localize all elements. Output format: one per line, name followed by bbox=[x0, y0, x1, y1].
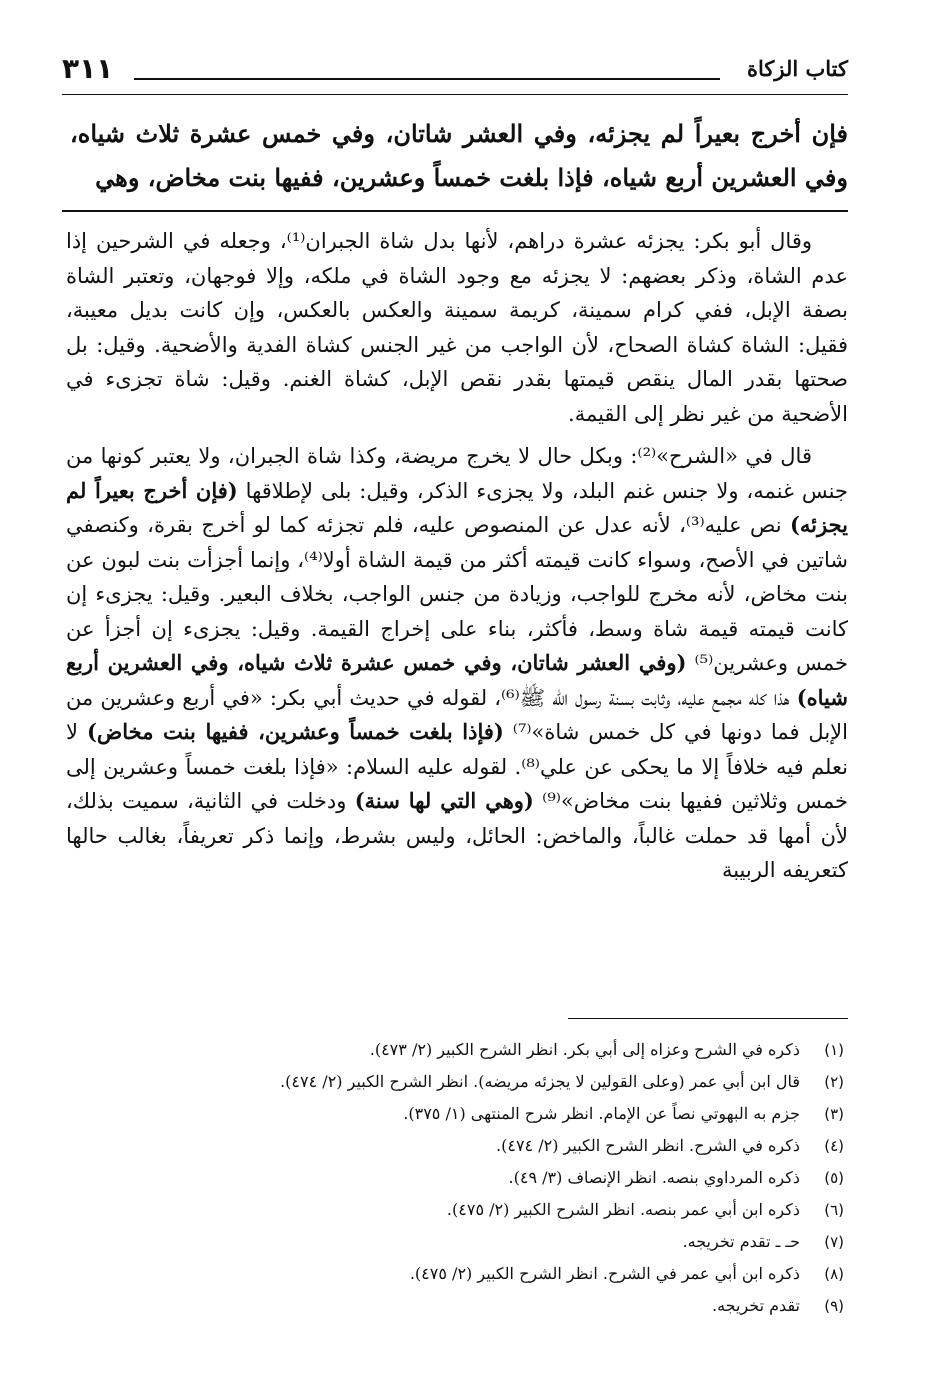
footnote-text: قال ابن أبي عمر (وعلى القولين لا يجزئه مريضه). انظر الشرح الكبير (٢/ ٤٧٤). bbox=[280, 1072, 800, 1091]
footnote-item bbox=[66, 1258, 844, 1290]
matn-quote: (فإذا بلغت خمساً وعشرين، ففيها بنت مخاض) bbox=[86, 719, 504, 744]
footnote-text: ذكره ابن أبي عمر بنصه. انظر الشرح الكبير (٢/ ٤٧٥). bbox=[446, 1200, 800, 1219]
header-rule bbox=[134, 78, 720, 80]
footnote-item bbox=[66, 1194, 844, 1226]
footnote-text: ذكره المرداوي بنصه. انظر الإنصاف (٣/ ٤٩). bbox=[508, 1168, 800, 1187]
matn-quote: (وفي العشر شاتان، وفي خمس عشرة ثلاث شياه، وفي العشرين أربع شياه) bbox=[66, 650, 848, 710]
sharh-text: نص عليه⁽³⁾، لأنه عدل عن المنصوص عليه، فلم تجزئه كما لو أخرج بقرة، وكنصفي شاتين في الأصح، وسواء كانت قيمته أكثر من قيمة الشاة أولا⁽⁴⁾، وإنما أجزأت بنت لبون عن بنت مخاض، لأنه مخرج للواجب، وزيادة من جنس الواجب، بخلاف البعير. وقيل: يجزىء إن كانت قيمته قيمة شاة وسط، فأكثر، بناء على إخراج القيمة. وقيل: يجزىء إن أجزأ عن خمس وعشرين⁽⁵⁾ bbox=[66, 513, 848, 675]
footnote-number: (٤) bbox=[824, 1137, 844, 1155]
sharh-text: قال في «الشرح»⁽²⁾: وبكل حال لا يخرج مريضة، وكذا شاة الجبران، ولا يعتبر كونها من جنس غنمه، ولا جنس غنم البلد، ولا يجزىء الذكر، وقيل: بلى لإطلاقها bbox=[66, 444, 849, 503]
sharh-text: لا نعلم فيه خلافاً إلا ما يحكى عن علي⁽⁸⁾. لقوله عليه السلام: «فإذا بلغت خمساً وعشرين إلى خمس وثلاثين ففيها بنت مخاض»⁽⁹⁾ bbox=[66, 720, 849, 813]
footnote-number: (٥) bbox=[824, 1169, 844, 1187]
footnote-item bbox=[66, 1162, 844, 1194]
footnote-text: جزم به البهوتي نصاً عن الإمام. انظر شرح المنتهى (١/ ٣٧٥). bbox=[403, 1104, 800, 1123]
page-number: ٣١١ bbox=[62, 52, 114, 85]
footnote-text: ذكره ابن أبي عمر في الشرح. انظر الشرح الكبير (٢/ ٤٧٥). bbox=[409, 1264, 800, 1283]
book-title: كتاب الزكاة bbox=[746, 56, 848, 81]
footnote-number: (٧) bbox=[824, 1233, 844, 1251]
sharh-body bbox=[66, 224, 848, 900]
sharh-paragraph-1: وقال أبو بكر: يجزئه عشرة دراهم، لأنها بدل شاة الجبران⁽¹⁾، وجعله في الشرحين إذا عدم الشاة، وذكر بعضهم: لا يجزئه مع وجود الشاة في ملكه، وإلا فوجهان، وتعتبر الشاة بصفة الإبل، ففي كرام سمينة، كريمة سمينة والعكس بالعكس، وإن كانت بديل معيبة، فقيل: الشاة كشاة الصحاح، لأن الواجب من غير الجنس كشاة الفدية والأضحية. وقيل: بل صحتها بقدر المال ينقص قيمتها بقدر نقص الإبل، كشاة الغنم. وقيل: شاة تجزىء في الأضحية من غير نظر إلى القيمة. bbox=[66, 229, 848, 426]
footnote-number: (٦) bbox=[824, 1201, 844, 1219]
footnote-item bbox=[66, 1290, 844, 1322]
sharh-text: ودخلت في الثانية، سميت بذلك، لأن أمها قد حملت غالباً، والماخض: الحائل، وليس بشرط، وإنما ذكر تعريفاً، بغالب حالها كتعريفه الربيبة bbox=[66, 789, 848, 882]
footnotes-list bbox=[66, 1034, 844, 1322]
footnote-item bbox=[66, 1066, 844, 1098]
matn-quote: (فإن أخرج بعيراً لم يجزئه) bbox=[66, 477, 848, 537]
footnote-item bbox=[66, 1098, 844, 1130]
matn-separator bbox=[62, 210, 848, 212]
header-bottom-rule bbox=[62, 94, 848, 95]
footnote-text: تقدم تخريجه. bbox=[712, 1296, 800, 1315]
footnote-number: (٨) bbox=[824, 1265, 844, 1283]
footnote-number: (٩) bbox=[824, 1297, 844, 1315]
footnote-text: حـ ـ تقدم تخريجه. bbox=[682, 1232, 800, 1251]
matn-quote: (وهي التي لها سنة) bbox=[354, 788, 534, 813]
footnote-number: (١) bbox=[824, 1041, 844, 1059]
footnote-item bbox=[66, 1034, 844, 1066]
footnote-number: (٢) bbox=[824, 1073, 844, 1091]
matn-block bbox=[70, 112, 848, 200]
sharh-text: هذا كله مجمع عليه، وثابت بسنة رسول الله ﷺ⁽⁶⁾، لقوله في حديث أبي بكر: «في أربع وعشرين من الإبل فما دونها في كل خمس شاة»⁽⁷⁾ bbox=[66, 685, 848, 744]
footnote-item bbox=[66, 1130, 844, 1162]
page-header bbox=[62, 52, 848, 88]
footnote-rule bbox=[568, 1018, 848, 1019]
footnote-text: ذكره في الشرح وعزاه إلى أبي بكر. انظر الشرح الكبير (٢/ ٤٧٣). bbox=[369, 1040, 800, 1059]
matn-line-2: وفي العشرين أربع شياه، فإذا بلغت خمساً وعشرين، ففيها بنت مخاض، وهي bbox=[95, 163, 848, 192]
footnote-number: (٣) bbox=[824, 1105, 844, 1123]
footnote-text: ذكره في الشرح. انظر الشرح الكبير (٢/ ٤٧٤). bbox=[496, 1136, 800, 1155]
footnote-item bbox=[66, 1226, 844, 1258]
sharh-paragraph-2 bbox=[66, 439, 848, 888]
matn-line-1: فإن أخرج بعيراً لم يجزئه، وفي العشر شاتان، وفي خمس عشرة ثلاث شياه، bbox=[70, 119, 848, 148]
